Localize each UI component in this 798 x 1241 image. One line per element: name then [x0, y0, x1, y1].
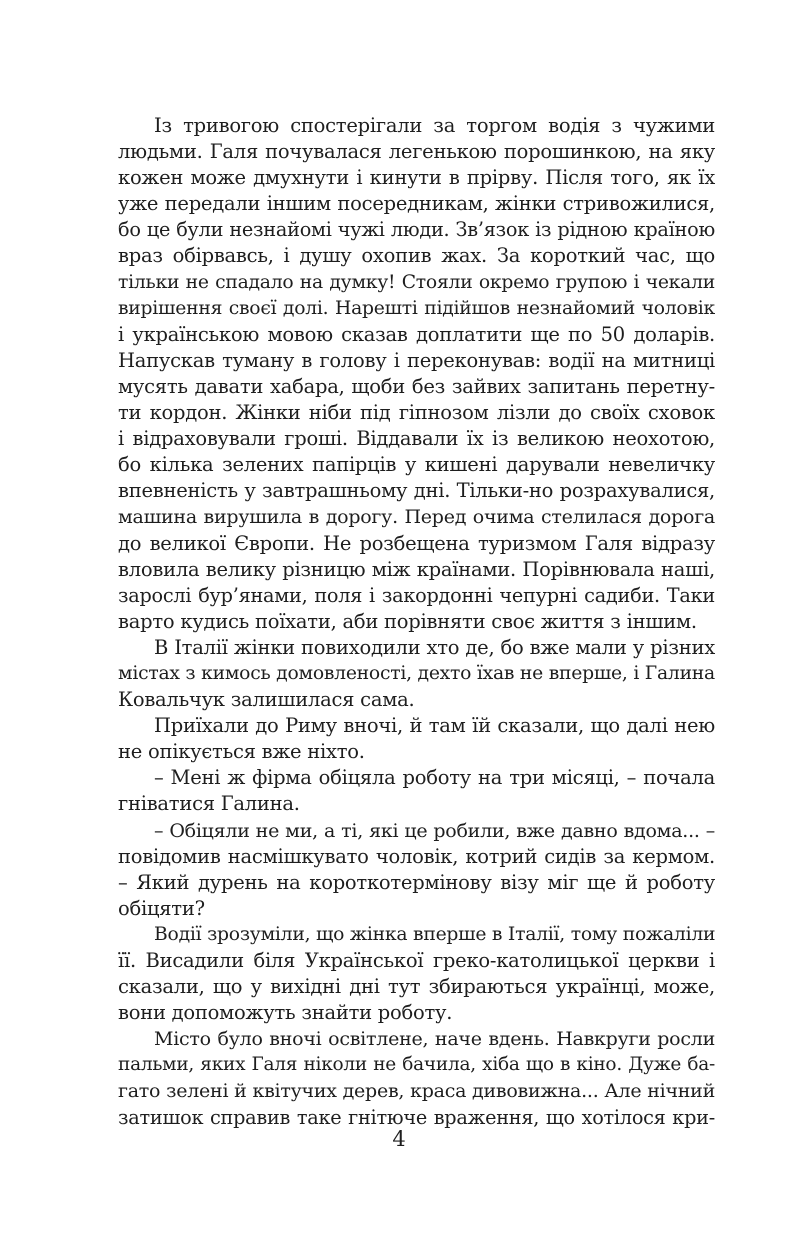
text-line: ти кордон. Жінки ніби під гіпнозом лізли до своїх сховок — [118, 401, 715, 425]
text-line: містах з кимось домовленості, дехто їхав не вперше, і Галина — [118, 662, 715, 684]
text-line: Із тривогою спостерігали за торгом водія з чужими — [154, 114, 715, 137]
text-line: вони допоможуть знайти роботу. — [118, 1001, 453, 1025]
text-line: Ковальчук залишилася сама. — [118, 688, 415, 712]
text-line: враз обірвавсь, і душу охопив жах. За короткий час, що — [118, 244, 715, 268]
text-line: – Обіцяли не ми, а ті, які це робили, вже давно вдома... – — [154, 819, 715, 842]
text-line: вирішення своєї долі. Нарешті підійшов незнайомий чоловік — [118, 297, 715, 319]
text-line: повідомив насмішкувато чоловік, котрий сидів за кермом. — [118, 844, 715, 868]
text-line: бо кілька зелених папірців у кишені дарували невеличку — [118, 453, 715, 477]
text-line: обіцяти? — [118, 896, 205, 920]
text-line: – Мені ж фірма обіцяла роботу на три місяці, – почала — [154, 766, 715, 790]
text-line: бо це були незнайомі чужі люди. Зв’язок із рідною країною — [118, 218, 715, 242]
text-line: Напускав туману в голову і переконував: водії на митниці — [118, 348, 715, 372]
text-line: затишок справив таке гнітюче враження, що хотілося кри- — [118, 1105, 715, 1129]
text-line: Приїхали до Риму вночі, й там їй сказали, що далі нею — [154, 714, 715, 738]
text-line: – Який дурень на короткотермінову візу міг ще й роботу — [118, 870, 715, 894]
text-line: і відраховували гроші. Віддавали їх із великою неохотою, — [118, 427, 715, 451]
text-line: вловила велику різницю між країнами. Порівнювала наші, — [118, 557, 715, 581]
text-line: людьми. Галя почувалася легенькою порошинкою, на яку — [118, 140, 715, 164]
text-line: впевненість у завтрашньому дні. Тільки-но розрахувалися, — [118, 479, 715, 503]
text-line: В Італії жінки повиходили хто де, бо вже мали у різних — [154, 635, 715, 659]
text-line: пальми, яких Галя ніколи не бачила, хіба що в кіно. Дуже ба- — [118, 1054, 715, 1076]
text-line: уже передали іншим посередникам, жінки стривожилися, — [118, 192, 715, 216]
page-number: 4 — [392, 1127, 406, 1151]
text-line: і українською мовою сказав доплатити ще по 50 доларів. — [118, 322, 715, 346]
text-line: мусять давати хабара, щоби без зайвих запитань перетну- — [118, 374, 715, 398]
text-line: кожен може дмухнути і кинути в прірву. Після того, як їх — [118, 166, 715, 190]
text-line: сказали, що у вихідні дні тут збираються українці, може, — [118, 975, 715, 999]
body-text — [118, 113, 715, 1131]
text-line: гато зелені й квітучих дерев, краса дивовижна... Але нічний — [118, 1080, 715, 1103]
text-line: машина вирушила в дорогу. Перед очима стелилася дорога — [118, 506, 715, 529]
text-line: її. Висадили біля Української греко-католицької церкви і — [118, 949, 715, 972]
text-line: Місто було вночі освітлене, наче вдень. Навкруги росли — [154, 1028, 715, 1051]
text-line: варто кудись поїхати, аби порівняти своє життя з іншим. — [118, 609, 697, 633]
text-line: до великої Європи. Не розбещена туризмом Галя відразу — [118, 531, 715, 555]
text-line: тільки не спадало на думку! Стояли окремо групою і чекали — [118, 271, 715, 293]
text-line: не опікується вже ніхто. — [118, 740, 365, 764]
text-line: гніватися Галина. — [118, 792, 300, 816]
text-line: Водії зрозуміли, що жінка вперше в Італії, тому пожаліли — [154, 923, 716, 945]
text-line: зарослі бур’янами, поля і закордонні чепурні садиби. Таки — [118, 583, 715, 607]
